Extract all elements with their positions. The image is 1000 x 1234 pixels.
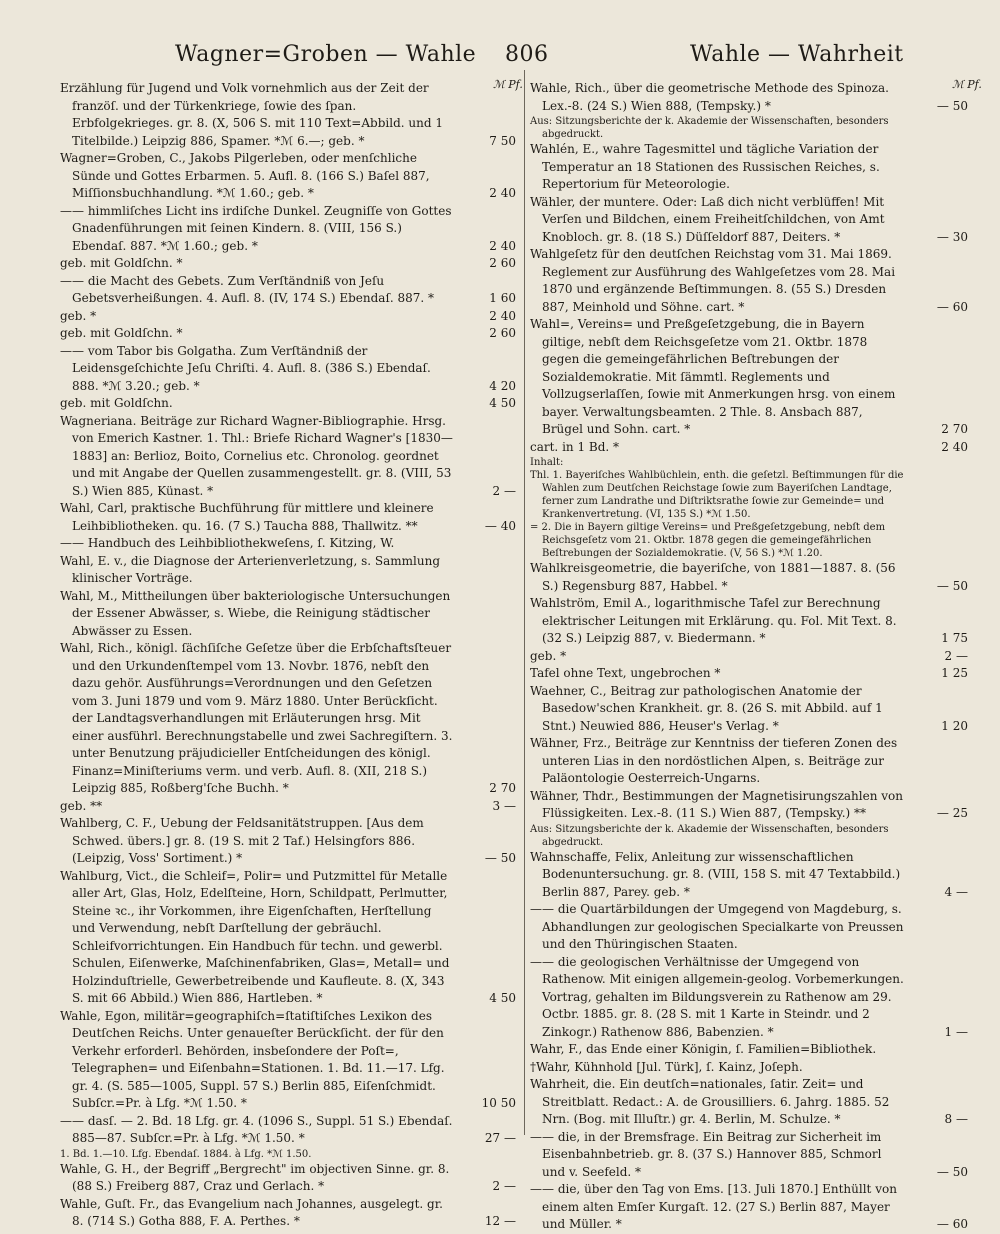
entry-text: Wahlgeſetz für den deutſchen Reichstag vom 31. Mai 1869. Reglement zur Ausführung des Wahlgeſetzes vom 28. Mai 1870 und ergänzende Beſtimmungen. 8. (55 S.) Dresden 887, Meinhold und Söhne. cart. * (530, 247, 896, 314)
catalog-entry (60, 798, 518, 816)
entry-price: 4 50 (489, 991, 516, 1005)
entry-price: 10 50 (481, 1096, 516, 1110)
entry-price: 4 50 (489, 396, 516, 410)
price-unit-right: ℳ Pf. (952, 78, 982, 91)
entry-text: Erzählung für Jugend und Volk vornehmlich aus der Zeit der franzöſ. und der Türkenkriege, ſowie des ſpan. Erbfolgekrieges. gr. 8. (X, 506 S. mit 110 Text=Abbild. und 1 Titelbilde.) Leipzig 886, Spamer. *ℳ 6.—; geb. * (60, 81, 443, 148)
entry-price: 2 70 (941, 422, 968, 436)
entry-text: —— die, in der Bremsfrage. Ein Beitrag zur Sicherheit im Eisenbahnbetrieb. gr. 8. (37 S.) Hannover 885, Schmorl und v. Seefeld. * (530, 1129, 882, 1179)
right-column (530, 80, 970, 1234)
catalog-entry (60, 1161, 518, 1196)
entry-text: Wahle, Guſt. Fr., das Evangelium nach Johannes, ausgelegt. gr. 8. (714 S.) Gotha 888, F. A. Perthes. * (60, 1196, 443, 1228)
entry-price: 12 — (484, 1214, 516, 1228)
entry-price: 2 — (492, 483, 516, 498)
catalog-entry (530, 788, 970, 823)
catalog-entry (60, 1008, 518, 1113)
running-head-left: Wagner=Groben — Wahle (175, 42, 477, 67)
entry-text: Thl. 1. Bayeriſches Wahlbüchlein, enth. die geſetzl. Beſtimmungen für die Wahlen zum Deutſchen Reichstage ſowie zum Bayeriſchen Landtage, ferner zum Landrathe und Diſtriktsrathe ſowie zur Gemeinde= und Krankenvertretung. (VI, 135 S.) *ℳ 1.50. (530, 470, 904, 520)
entry-price: — 30 (936, 229, 968, 244)
catalog-entry (60, 535, 518, 553)
entry-text: Wahl=, Vereins= und Preßgeſetzgebung, die in Bayern giltige, nebſt dem Reichsgeſetze vom 21. Oktbr. 1878 gegen die gemeingefährlichen Beſtrebungen der Sozialdemokratie. Mit ſämmtl. Reglements und Vollzugserlaſſen, ſowie mit Anmerkungen hrsg. von einem bayer. Verwaltungsbeamten. 2 Thle. 8. Ansbach 887, Brügel und Sohn. cart. * (530, 317, 896, 436)
catalog-entry (60, 325, 518, 343)
catalog-entry (60, 343, 518, 396)
catalog-entry (530, 115, 970, 141)
entry-price: 1 60 (489, 291, 516, 305)
catalog-entry (60, 255, 518, 273)
entry-price: 4 — (944, 884, 968, 899)
catalog-entry (530, 439, 970, 457)
entry-text: Wahrheit, die. Ein deutſch=nationales, ſatir. Zeit= und Streitblatt. Redact.: A. de Grousilliers. 6. Jahrg. 1885. 52 Nrn. (Bog. mit Illuſtr.) gr. 4. Berlin, M. Schulze. * (530, 1077, 890, 1126)
entry-text: geb. mit Goldſchn. (60, 396, 173, 410)
price-unit-left: ℳ Pf. (493, 78, 523, 91)
catalog-entry (530, 1041, 970, 1059)
entry-text: Wagner=Groben, C., Jakobs Pilgerleben, oder menſchliche Sünde und Gottes Erbarmen. 5. Aufl. 8. (166 S.) Baſel 887, Miſſionsbuchhandlung. *ℳ 1.60.; geb. * (60, 151, 430, 200)
catalog-entry (530, 1129, 970, 1182)
entry-text: Wahle, Rich., über die geometrische Methode des Spinoza. Lex.-8. (24 S.) Wien 888, (Tempsky.) * (530, 81, 889, 113)
entry-text: Wahle, G. H., der Begriff „Bergrecht" im objectiven Sinne. gr. 8. (88 S.) Freiberg 887, Craz und Gerlach. * (60, 1161, 450, 1193)
entry-text: Inhalt: (530, 457, 564, 468)
catalog-entry (530, 665, 970, 683)
catalog-entry (530, 246, 970, 316)
entry-price: 2 40 (489, 186, 516, 200)
left-column (60, 80, 518, 1231)
catalog-entry (60, 588, 518, 641)
entry-text: Waehner, C., Beitrag zur pathologischen Anatomie der Basedow'schen Krankheit. gr. 8. (26 S. mit Abbild. auf 1 Stnt.) Neuwied 886, Heuser's Verlag. * (530, 683, 883, 733)
entry-price: 8 — (944, 1112, 968, 1126)
entry-price: 2 40 (941, 439, 968, 454)
entry-price: — 40 (484, 518, 516, 533)
catalog-entry (530, 595, 970, 648)
entry-text: Aus: Sitzungsberichte der k. Akademie der Wissenschaften, besonders abgedruckt. (530, 116, 889, 140)
entry-text: Wahl, Rich., königl. ſächſiſche Geſetze über die Erbſchaftsſteuer und den Urkundenſtempel vom 13. Novbr. 1876, nebſt den dazu gehör. Ausführungs=Verordnungen und den Geſetzen vom 3. Juni 1879 und vom 9. März 1880. Unter Berückſicht. der Landtagsverhandlungen mit Erläuterungen hrsg. Mit einer ausführl. Berechnungstabelle und zwei Sachregiſtern. 3. unter Benutzung präjudicieller Entſcheidungen des königl. Finanz=Miniſteriums verm. und verb. Aufl. 8. (XII, 218 S.) Leipzig 885, Roßberg'ſche Buchh. * (60, 641, 453, 795)
catalog-entry (530, 1059, 970, 1077)
entry-text: Wagneriana. Beiträge zur Richard Wagner-Bibliographie. Hrsg. von Emerich Kastner. 1. Thl.: Briefe Richard Wagner's [1830—1883] an: Berlioz, Boito, Cornelius etc. Chronolog. geordnet und mit Angabe der Quellen zusammengestellt. gr. 8. (VIII, 53 S.) Wien 885, Künast. * (60, 413, 453, 498)
catalog-entry (60, 273, 518, 308)
entry-price: 2 60 (489, 326, 516, 340)
catalog-entry (60, 815, 518, 868)
entry-text: Wahlburg, Vict., die Schleif=, Polir= und Putzmittel für Metalle aller Art, Glas, Holz, Edelſteine, Horn, Schildpatt, Perlmutter, Steine ꝛc., ihr Vorkommen, ihre Eigenſchaften, Herſtellung und Verwendung, nebſt Darſtellung der gebräuchl. Schleifvorrichtungen. Ein Handbuch für techn. und gewerbl. Schulen, Eiſenwerke, Maſchinenfabriken, Glas=, Metall= und Holzinduſtrielle, Gewerbetreibende und Kaufleute. 8. (X, 343 S. mit 66 Abbild.) Wien 886, Hartleben. * (60, 868, 450, 1005)
catalog-entry (60, 1148, 518, 1161)
catalog-entry (530, 735, 970, 788)
entry-text: —— die geologischen Verhältnisse der Umgegend von Rathenow. Mit einigen allgemein-geolog. Vorbemerkungen. Vortrag, gehalten im Bildungsverein zu Rathenow am 29. Octbr. 1885. gr. 8. (28 S. mit 1 Karte in Steindr. und 2 Zinkogr.) Rathenow 886, Babenzien. * (530, 954, 904, 1039)
entry-text: geb. mit Goldſchn. * (60, 256, 183, 270)
entry-price: — 60 (936, 1217, 968, 1231)
catalog-entry (530, 316, 970, 439)
entry-text: Wahr, F., das Ende einer Königin, ſ. Familien=Bibliothek. (530, 1042, 877, 1056)
catalog-entry (530, 456, 970, 469)
entry-price: 7 50 (489, 133, 516, 148)
entry-price: — 50 (936, 1164, 968, 1179)
catalog-entry (60, 395, 518, 413)
entry-text: Wähner, Thdr., Bestimmungen der Magnetisirungszahlen von Flüssigkeiten. Lex.-8. (11 S.) Wien 887, (Tempsky.) ** (530, 788, 904, 820)
catalog-entry (530, 560, 970, 595)
entry-text: Wahl, M., Mittheilungen über bakteriologische Untersuchungen der Essener Abwässer, s. Wiebe, die Reinigung städtischer Abwässer zu Essen. (60, 588, 451, 638)
catalog-entry (530, 80, 970, 115)
entry-text: —— Handbuch des Leihbibliothekweſens, ſ. Kitzing, W. (60, 536, 395, 550)
entry-text: —— die, über den Tag von Ems. [13. Juli 1870.] Enthüllt von einem alten Emſer Kurgaſt. 12. (27 S.) Berlin 887, Mayer und Müller. * (530, 1182, 897, 1231)
entry-text: cart. in 1 Bd. * (530, 439, 620, 454)
entry-price: 1 20 (941, 718, 968, 733)
entry-price: 2 70 (489, 781, 516, 795)
entry-text: Wahlkreisgeometrie, die bayeriſche, von 1881—1887. 8. (56 S.) Regensburg 887, Habbel. * (530, 561, 896, 593)
page-number: 806 (505, 42, 549, 67)
catalog-entry (530, 521, 970, 560)
entry-price: — 25 (936, 806, 968, 820)
entry-text: 1. Bd. 1.—10. Lfg. Ebendaſ. 1884. à Lfg. *ℳ 1.50. (60, 1148, 312, 1160)
catalog-entry (60, 150, 518, 203)
entry-text: Wähner, Frz., Beiträge zur Kenntniss der tieferen Zonen des unteren Lias in den nordöstlichen Alpen, s. Beiträge zur Paläontologie Oesterreich-Ungarns. (530, 736, 898, 785)
entry-text: Tafel ohne Text, ungebrochen * (530, 666, 721, 680)
entry-price: — 60 (936, 299, 968, 314)
entry-text: —— die Quartärbildungen der Umgegend von Magdeburg, s. Abhandlungen zur geologischen Specialkarte von Preussen und den Thüringischen Staaten. (530, 902, 904, 951)
catalog-entry (60, 500, 518, 535)
catalog-entry (60, 553, 518, 588)
entry-text: geb. * (60, 308, 97, 323)
catalog-entry (60, 868, 518, 1008)
entry-text: geb. mit Goldſchn. * (60, 326, 183, 340)
entry-price: — 50 (936, 98, 968, 113)
catalog-entry (530, 469, 970, 521)
entry-text: Wahle, Egon, militär=geographiſch=ſtatiſtiſches Lexikon des Deutſchen Reichs. Unter genaueſter Berückſicht. der für den Verkehr erforderl. Behörden, insbeſondere der Poſt=, Telegraphen= und Eiſenbahn=Stationen. 1. Bd. 11.—17. Lfg. gr. 4. (S. 585—1005, Suppl. 57 S.) Berlin 885, Eiſenſchmidt. Subſcr.=Pr. à Lfg. *ℳ 1.50. * (60, 1008, 445, 1110)
entry-price: 1 25 (941, 666, 968, 680)
entry-text: —— dasſ. — 2. Bd. 18 Lfg. gr. 4. (1096 S., Suppl. 51 S.) Ebendaſ. 885—87. Subſcr.=Pr. à Lfg. *ℳ 1.50. * (60, 1113, 453, 1145)
entry-price: 2 40 (489, 308, 516, 323)
entry-text: Aus: Sitzungsberichte der k. Akademie der Wissenschaften, besonders abgedruckt. (530, 823, 889, 848)
entry-text: Wahlén, E., wahre Tagesmittel und tägliche Variation der Temperatur an 18 Stationen des Russischen Reiches, s. Repertorium für Meteorologie. (530, 142, 880, 191)
catalog-entry (530, 1076, 970, 1129)
entry-price: 2 40 (489, 238, 516, 253)
entry-text: —— himmliſches Licht ins irdiſche Dunkel. Zeugniſſe von Gottes Gnadenführungen mit ſeinen Kindern. 8. (VIII, 156 S.) Ebendaſ. 887. *ℳ 1.60.; geb. * (60, 203, 452, 253)
entry-price: 2 — (492, 1179, 516, 1193)
entry-price: — 50 (936, 578, 968, 593)
catalog-entry (60, 308, 518, 326)
entry-text: Wähler, der muntere. Oder: Laß dich nicht verblüffen! Mit Verſen und Bildchen, einem Freiheitſchildchen, von Amt Knobloch. gr. 8. (18 S.) Düſſeldorf 887, Deiters. * (530, 194, 885, 244)
entry-price: 2 — (944, 648, 968, 663)
entry-price: 2 60 (489, 256, 516, 270)
entry-price: 1 — (944, 1024, 968, 1039)
catalog-entry (530, 1181, 970, 1234)
catalog-entry (60, 80, 518, 150)
entry-text: Wahl, E. v., die Diagnose der Arterienverletzung, s. Sammlung klinischer Vorträge. (60, 553, 441, 585)
entry-text: Wahlberg, C. F., Uebung der Feldsanitätstruppen. [Aus dem Schwed. übers.] gr. 8. (19 S. mit 2 Taf.) Helsingfors 886. (Leipzig, Voss' Sortiment.) * (60, 816, 424, 865)
catalog-entry (530, 849, 970, 902)
catalog-entry (60, 413, 518, 501)
catalog-entry (530, 954, 970, 1042)
column-divider (524, 70, 525, 1135)
entry-text: —— vom Tabor bis Golgatha. Zum Verſtändniß der Leidensgeſchichte Jeſu Chriſti. 4. Aufl. 8. (386 S.) Ebendaſ. 888. *ℳ 3.20.; geb. * (60, 343, 431, 393)
running-head-right: Wahle — Wahrheit (690, 42, 904, 67)
catalog-entry (530, 648, 970, 666)
catalog-entry (60, 1113, 518, 1148)
catalog-entry (530, 141, 970, 194)
entry-text: —— die Macht des Gebets. Zum Verſtändniß von Jeſu Gebetsverheißungen. 4. Aufl. 8. (IV, 174 S.) Ebendaſ. 887. * (60, 273, 435, 305)
catalog-entry (530, 683, 970, 736)
catalog-entry (60, 203, 518, 256)
entry-text: Wahlström, Emil A., logarithmische Tafel zur Berechnung elektrischer Leitungen mit Erklärung. qu. Fol. Mit Text. 8. (32 S.) Leipzig 887, v. Biedermann. * (530, 596, 897, 645)
catalog-entry (530, 901, 970, 954)
entry-price: 3 — (492, 798, 516, 813)
catalog-entry (60, 1196, 518, 1231)
entry-text: geb. * (530, 648, 567, 663)
entry-text: geb. ** (60, 798, 103, 813)
entry-price: — 50 (484, 851, 516, 865)
entry-text: †Wahr, Kühnhold [Jul. Türk], ſ. Kainz, Joſeph. (530, 1059, 803, 1074)
catalog-entry (530, 194, 970, 247)
entry-text: Wahnschaffe, Felix, Anleitung zur wissenschaftlichen Bodenuntersuchung. gr. 8. (VIII, 158 S. mit 47 Textabbild.) Berlin 887, Parey. geb. * (530, 849, 901, 899)
catalog-entry (530, 823, 970, 849)
entry-price: 27 — (484, 1131, 516, 1145)
entry-text: = 2. Die in Bayern giltige Vereins= und Preßgeſetzgebung, nebſt dem Reichsgeſetz vom 21. Oktbr. 1878 gegen die gemeingefährlichen Beſtrebungen der Sozialdemokratie. (V, 56 S.) *ℳ 1.20. (530, 522, 886, 559)
entry-text: Wahl, Carl, praktische Buchführung für mittlere und kleinere Leihbibliotheken. qu. 16. (7 S.) Taucha 888, Thallwitz. ** (60, 501, 434, 533)
catalog-entry (60, 640, 518, 798)
entry-price: 4 20 (489, 378, 516, 393)
entry-price: 1 75 (941, 631, 968, 645)
